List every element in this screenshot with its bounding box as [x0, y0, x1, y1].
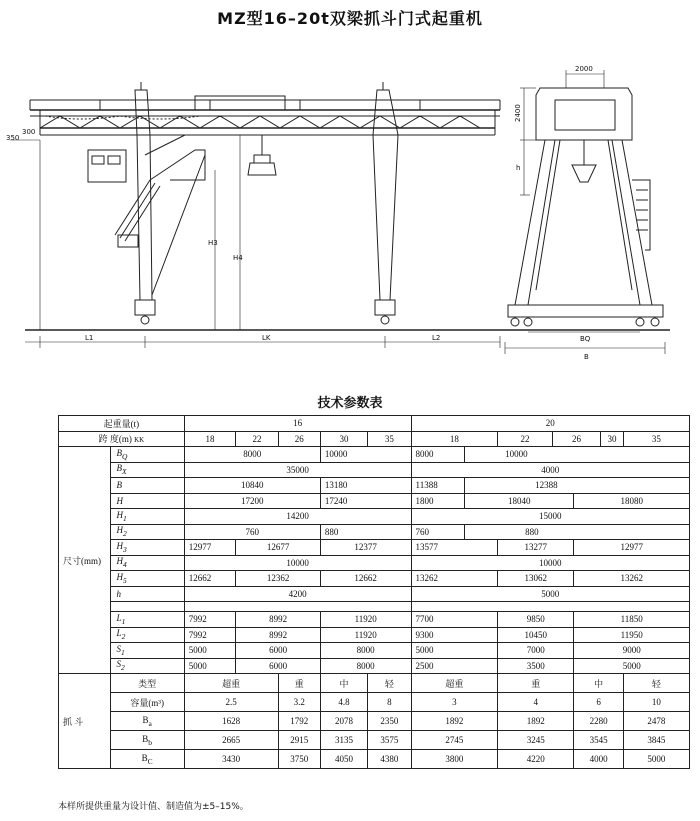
dim-l1: L1 — [85, 334, 94, 342]
dim-2400: 2400 — [514, 104, 522, 122]
grab-group-label: 抓 斗 — [59, 674, 111, 769]
table-row: 尺寸(mm) $B_Q$ 8000 10000 8000 10000 — [59, 447, 690, 463]
dimension-group-label: 尺寸(mm) — [59, 447, 111, 674]
table-row: 跨 度(m) KK 18 22 26 30 35 18 22 26 30 35 — [59, 431, 690, 447]
capacity-16: 16 — [184, 416, 411, 432]
table-row: $L_1$ 7992 8992 11920 7700 9850 11850 — [59, 612, 690, 628]
dim-b: B — [584, 353, 589, 360]
capacity-20: 20 — [411, 416, 689, 432]
footnote: 本样所提供重量为设计值、制造值为±5–15%。 — [58, 802, 249, 812]
capacity-label: 起重量(t) — [59, 416, 185, 432]
dim-h: h — [516, 164, 521, 172]
side-elevation — [500, 70, 670, 354]
dim-h4: H4 — [233, 254, 243, 262]
table-row: $L_2$ 7992 8992 11920 9300 10450 11950 — [59, 627, 690, 643]
table-row: $H_4$ 10000 10000 — [59, 555, 690, 571]
front-elevation — [10, 82, 500, 348]
span-label: 跨 度(m) KK — [59, 431, 185, 447]
table-row: $H_3$ 12977 12677 12377 13577 13277 12977 — [59, 540, 690, 556]
dim-l2: L2 — [432, 334, 441, 342]
table-row: $H_2$ 760 880 760 880 — [59, 524, 690, 540]
dim-300: 300 — [22, 128, 36, 136]
table-row: $S_2$ 5000 6000 8000 2500 3500 5000 — [59, 658, 690, 674]
table-title: 技术参数表 — [317, 396, 383, 411]
table-row: B 10840 13180 11388 12388 — [59, 478, 690, 494]
table-row: $B_X$ 35000 4000 — [59, 462, 690, 478]
table-row: $S_1$ 5000 6000 8000 5000 7000 9000 — [59, 643, 690, 659]
table-row: h 4200 5000 — [59, 586, 690, 602]
parameter-table — [58, 415, 690, 769]
table-row: $B_b$ 2665 2915 3135 3575 2745 3245 3545 3845 — [59, 731, 690, 750]
dim-350: 350 — [6, 134, 20, 142]
dim-h3: H3 — [208, 239, 218, 247]
crane-drawing — [0, 60, 700, 360]
table-row: 容量(m³) 2.5 3.2 4.8 8 3 4 6 10 — [59, 693, 690, 712]
table-row: $H_1$ 14200 15000 — [59, 509, 690, 525]
dim-bq: BQ — [580, 335, 591, 343]
table-row: $B_a$ 1628 1792 2078 2350 1892 1892 2280 2478 — [59, 712, 690, 731]
dim-lk: LK — [262, 334, 271, 342]
table-row: 抓 斗 类型 超重 重 中 轻 超重 重 中 轻 — [59, 674, 690, 693]
table-row: $H_5$ 12662 12362 12662 13262 13062 13262 — [59, 571, 690, 587]
dim-2000: 2000 — [575, 65, 593, 73]
table-row — [59, 416, 690, 432]
table-row: $B_C$ 3430 3750 4050 4380 3800 4220 4000 5000 — [59, 750, 690, 769]
page-title: MZ型16–20t双梁抓斗门式起重机 — [217, 9, 483, 28]
table-row: H 17200 17240 1800 18040 18080 — [59, 493, 690, 509]
table-spacer-row — [59, 602, 690, 612]
